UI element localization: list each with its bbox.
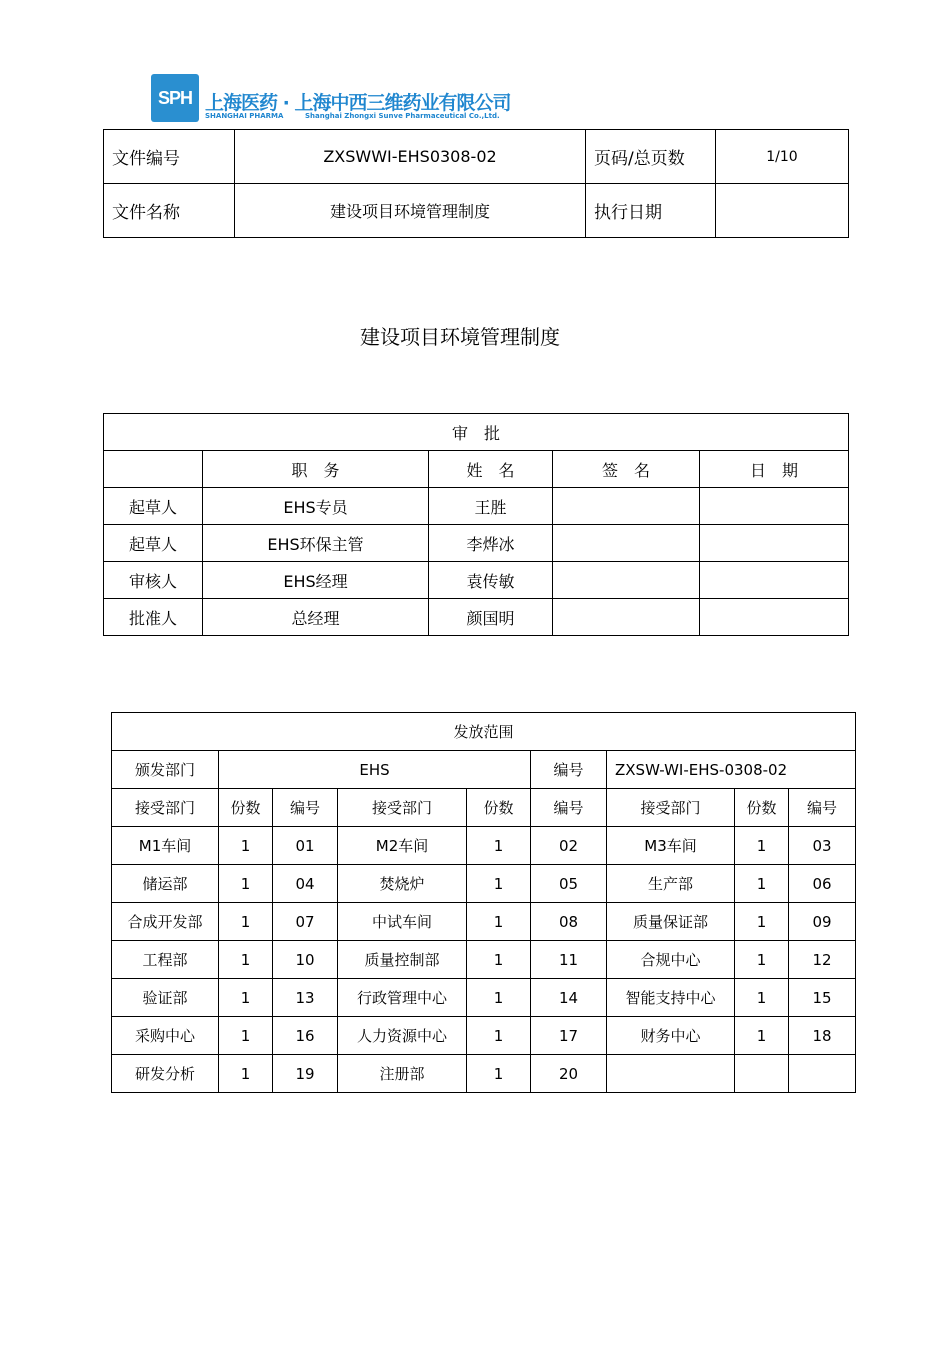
approval-role: 起草人 <box>104 525 203 562</box>
dist-number <box>789 1055 856 1093</box>
approval-row <box>104 488 849 525</box>
approval-signature-cell <box>553 488 700 525</box>
approval-row <box>104 525 849 562</box>
dist-copies <box>735 1055 789 1093</box>
doc-no-label: 文件编号 <box>104 130 235 184</box>
dist-copies: 1 <box>219 941 273 979</box>
approval-signature-cell <box>553 562 700 599</box>
dist-number: 04 <box>273 865 338 903</box>
dist-copies: 1 <box>467 903 531 941</box>
approval-name: 颜国明 <box>429 599 553 636</box>
approval-name: 李烨冰 <box>429 525 553 562</box>
dist-number: 11 <box>531 941 607 979</box>
dist-copies: 1 <box>735 865 789 903</box>
dist-number: 10 <box>273 941 338 979</box>
dist-number: 01 <box>273 827 338 865</box>
distribution-row <box>112 865 856 903</box>
col-receiving-dept: 接受部门 <box>112 789 219 827</box>
approval-role: 批准人 <box>104 599 203 636</box>
approval-table <box>103 413 849 636</box>
doc-name-value: 建设项目环境管理制度 <box>235 184 586 238</box>
dist-copies: 1 <box>219 865 273 903</box>
dist-number: 02 <box>531 827 607 865</box>
dist-dept: 验证部 <box>112 979 219 1017</box>
distribution-row <box>112 903 856 941</box>
dist-dept: M1车间 <box>112 827 219 865</box>
approval-col-date: 日 期 <box>700 451 849 488</box>
approval-signature-cell <box>553 599 700 636</box>
approval-row <box>104 562 849 599</box>
dist-dept: 合成开发部 <box>112 903 219 941</box>
company-logo <box>151 74 511 124</box>
distribution-number-label: 编号 <box>531 751 607 789</box>
dist-copies: 1 <box>467 1017 531 1055</box>
dist-copies: 1 <box>467 979 531 1017</box>
approval-heading: 审 批 <box>104 414 849 451</box>
dist-copies: 1 <box>735 1017 789 1055</box>
dist-dept: 合规中心 <box>607 941 735 979</box>
distribution-heading: 发放范围 <box>112 713 856 751</box>
dist-dept: M3车间 <box>607 827 735 865</box>
dist-number: 14 <box>531 979 607 1017</box>
dist-number: 18 <box>789 1017 856 1055</box>
dist-dept: 质量保证部 <box>607 903 735 941</box>
dist-number: 15 <box>789 979 856 1017</box>
approval-row <box>104 599 849 636</box>
approval-name: 王胜 <box>429 488 553 525</box>
dist-dept: 储运部 <box>112 865 219 903</box>
dist-number: 05 <box>531 865 607 903</box>
approval-header-blank <box>104 451 203 488</box>
dist-copies: 1 <box>219 1055 273 1093</box>
dist-number: 20 <box>531 1055 607 1093</box>
approval-position: 总经理 <box>203 599 429 636</box>
approval-date-cell <box>700 525 849 562</box>
dist-copies: 1 <box>735 903 789 941</box>
approval-position: EHS专员 <box>203 488 429 525</box>
col-copies: 份数 <box>467 789 531 827</box>
distribution-row <box>112 941 856 979</box>
page-label: 页码/总页数 <box>586 130 716 184</box>
dist-number: 16 <box>273 1017 338 1055</box>
dist-number: 13 <box>273 979 338 1017</box>
distribution-row <box>112 979 856 1017</box>
approval-date-cell <box>700 599 849 636</box>
exec-date-label: 执行日期 <box>586 184 716 238</box>
logo-english-left: SHANGHAI PHARMA <box>205 112 284 120</box>
dist-dept: 人力资源中心 <box>338 1017 467 1055</box>
dist-copies: 1 <box>735 827 789 865</box>
approval-role: 审核人 <box>104 562 203 599</box>
approval-col-position: 职 务 <box>203 451 429 488</box>
document-title: 建设项目环境管理制度 <box>360 325 560 349</box>
dist-dept <box>607 1055 735 1093</box>
approval-date-cell <box>700 488 849 525</box>
dist-copies: 1 <box>467 827 531 865</box>
dist-copies: 1 <box>219 1017 273 1055</box>
doc-name-label: 文件名称 <box>104 184 235 238</box>
logo-english-right: Shanghai Zhongxi Sunve Pharmaceutical Co.,Ltd. <box>305 112 500 120</box>
distribution-table <box>111 712 856 1093</box>
dist-copies: 1 <box>467 1055 531 1093</box>
doc-no-value: ZXSWWI-EHS0308-02 <box>235 130 586 184</box>
sph-logo-mark: SPH <box>151 74 199 122</box>
dist-number: 07 <box>273 903 338 941</box>
approval-col-signature: 签 名 <box>553 451 700 488</box>
dist-dept: 中试车间 <box>338 903 467 941</box>
col-number: 编号 <box>273 789 338 827</box>
dist-number: 03 <box>789 827 856 865</box>
dist-dept: M2车间 <box>338 827 467 865</box>
dist-dept: 工程部 <box>112 941 219 979</box>
dist-number: 09 <box>789 903 856 941</box>
dist-copies: 1 <box>467 865 531 903</box>
issuing-dept-value: EHS <box>219 751 531 789</box>
dist-copies: 1 <box>735 941 789 979</box>
issuing-dept-label: 颁发部门 <box>112 751 219 789</box>
dist-number: 06 <box>789 865 856 903</box>
approval-name: 袁传敏 <box>429 562 553 599</box>
dist-copies: 1 <box>467 941 531 979</box>
dist-dept: 研发分析 <box>112 1055 219 1093</box>
dist-copies: 1 <box>219 827 273 865</box>
col-number: 编号 <box>531 789 607 827</box>
dist-dept: 行政管理中心 <box>338 979 467 1017</box>
distribution-number-value: ZXSW-WI-EHS-0308-02 <box>607 751 856 789</box>
dist-dept: 生产部 <box>607 865 735 903</box>
dist-number: 12 <box>789 941 856 979</box>
dist-dept: 注册部 <box>338 1055 467 1093</box>
approval-position: EHS经理 <box>203 562 429 599</box>
approval-signature-cell <box>553 525 700 562</box>
dist-dept: 焚烧炉 <box>338 865 467 903</box>
distribution-row <box>112 1055 856 1093</box>
dist-number: 19 <box>273 1055 338 1093</box>
col-number: 编号 <box>789 789 856 827</box>
dist-number: 17 <box>531 1017 607 1055</box>
approval-position: EHS环保主管 <box>203 525 429 562</box>
dist-copies: 1 <box>219 979 273 1017</box>
dist-copies: 1 <box>735 979 789 1017</box>
approval-role: 起草人 <box>104 488 203 525</box>
distribution-row <box>112 827 856 865</box>
dist-copies: 1 <box>219 903 273 941</box>
col-receiving-dept: 接受部门 <box>338 789 467 827</box>
dist-number: 08 <box>531 903 607 941</box>
col-copies: 份数 <box>735 789 789 827</box>
document-header-table <box>103 129 849 238</box>
exec-date-value <box>716 184 849 238</box>
dist-dept: 质量控制部 <box>338 941 467 979</box>
page-value: 1/10 <box>716 130 849 184</box>
approval-date-cell <box>700 562 849 599</box>
dist-dept: 财务中心 <box>607 1017 735 1055</box>
dist-dept: 采购中心 <box>112 1017 219 1055</box>
col-receiving-dept: 接受部门 <box>607 789 735 827</box>
col-copies: 份数 <box>219 789 273 827</box>
approval-col-name: 姓 名 <box>429 451 553 488</box>
distribution-row <box>112 1017 856 1055</box>
dist-dept: 智能支持中心 <box>607 979 735 1017</box>
logo-chinese-name: 上海医药 · 上海中西三维药业有限公司 <box>205 92 511 114</box>
